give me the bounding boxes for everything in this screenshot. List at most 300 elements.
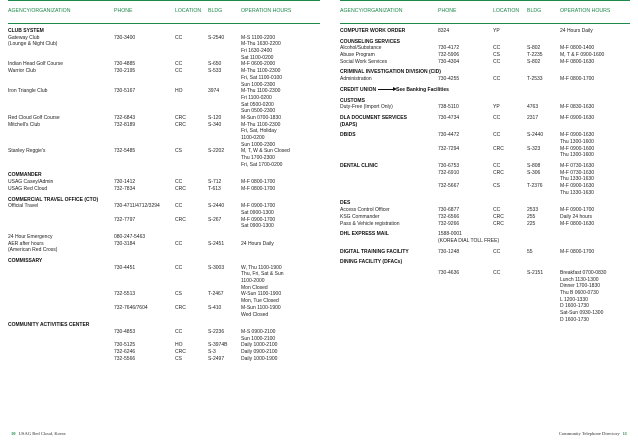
operation-hours: Sat 0500-0200 xyxy=(241,101,274,108)
operation-hours: Thu 1330-1630 xyxy=(560,189,594,196)
location-code: CC xyxy=(175,68,183,75)
building-number: T-2235 xyxy=(527,52,543,59)
operation-hours: M-F 0800-1700 xyxy=(560,248,595,255)
directory-row xyxy=(8,55,320,62)
directory-row xyxy=(340,310,630,317)
cross-reference: See Banking Facilities xyxy=(396,86,449,93)
entry-name: DHL EXPRESS MAIL xyxy=(340,231,389,238)
operation-hours: M-S 1100-2200 xyxy=(241,34,276,41)
entry-name: COMMANDER xyxy=(8,172,42,179)
operation-hours: 1100-0200 xyxy=(241,135,265,141)
entry-name: DLA DOCUMENT SERVICES xyxy=(340,114,407,121)
location-code: CC xyxy=(493,58,501,65)
operation-hours: M-F 0900-1630 xyxy=(560,183,595,190)
directory-row xyxy=(8,128,320,135)
entry-name: USAG Casey/Admin xyxy=(8,179,54,186)
building-number: S-712 xyxy=(208,179,222,186)
entry-name: Gateway Club xyxy=(8,34,40,41)
phone-number: 730-1412 xyxy=(114,179,136,186)
entry-name: CRIMINAL INVESTIGATION DIVISION (CID) xyxy=(340,69,441,76)
directory-row xyxy=(8,356,320,363)
location-code: CC xyxy=(493,114,501,121)
phone-number: 732-5513 xyxy=(114,291,136,298)
operation-hours: Sun 1000-2300 xyxy=(241,81,276,88)
operation-hours: M-F 0900-1700 xyxy=(241,203,276,210)
building-number: 2533 xyxy=(527,207,539,214)
operation-hours: Thu 1300-1600 xyxy=(560,138,594,145)
operation-hours: M-F 0800-1700 xyxy=(560,76,595,83)
directory-row xyxy=(8,179,320,186)
building-number: S-2540 xyxy=(208,34,225,41)
directory-row xyxy=(340,76,630,83)
phone-number: 732-6843 xyxy=(114,114,136,121)
entry-name: 24 Hour Emergency xyxy=(8,233,53,240)
entry-name: DENTAL CLINIC xyxy=(340,163,378,169)
header-location: LOCATION xyxy=(493,8,520,14)
operation-hours: M-F 0800-1630 xyxy=(560,58,595,65)
operation-hours: Fri, Sat, Holiday xyxy=(241,128,277,135)
footer-left xyxy=(8,431,66,436)
directory-row xyxy=(8,265,320,272)
location-code: CRC xyxy=(493,213,504,220)
directory-row xyxy=(8,247,320,254)
directory-row xyxy=(340,146,630,153)
location-code: CS xyxy=(493,183,500,190)
phone-number: 732-5906 xyxy=(438,52,460,59)
location-code: CC xyxy=(493,207,501,214)
operation-hours: Sat 1100-0200 xyxy=(241,54,274,61)
building-number: S-2151 xyxy=(527,269,544,276)
section-name xyxy=(340,87,449,94)
entry-name: (American Red Cross) xyxy=(8,247,58,254)
operation-hours: Sun 1000-2100 xyxy=(241,335,276,342)
directory-row xyxy=(8,312,320,319)
right-directory-rows xyxy=(340,28,630,323)
building-number: S-120 xyxy=(208,114,222,121)
location-code: CRC xyxy=(175,216,186,223)
entry-name: COMPUTER WORK ORDER xyxy=(340,28,406,34)
location-code: CC xyxy=(175,203,183,210)
operation-hours: Fri, Sat 1700-0200 xyxy=(241,161,283,168)
location-code: CRC xyxy=(493,220,504,227)
directory-row xyxy=(340,214,630,221)
phone-number: 1588-0001 xyxy=(438,231,462,238)
directory-row xyxy=(8,285,320,292)
directory-row xyxy=(8,210,320,217)
header-phone: PHONE xyxy=(438,8,457,14)
operation-hours: Fri 1100-0200 xyxy=(241,94,272,101)
entry-name: Red Cloud Golf Course xyxy=(8,114,60,121)
location-code: CRC xyxy=(175,185,186,192)
directory-row xyxy=(8,115,320,122)
directory-row xyxy=(340,303,630,310)
header-org: AGENCY/ORGANIZATION xyxy=(8,8,71,14)
building-number: 55 xyxy=(527,248,533,255)
header-location: LOCATION xyxy=(175,8,202,14)
operation-hours: Daily 1000-2100 xyxy=(241,342,278,349)
operation-hours: M-F 0900-1600 xyxy=(560,145,595,152)
entry-name: (Lounge & Night Club) xyxy=(8,41,58,48)
building-number: S-267 xyxy=(208,216,222,223)
header-bldg: BLDG xyxy=(208,8,223,14)
operation-hours: Fri 1630-2400 xyxy=(241,48,273,55)
entry-name: Official Travel xyxy=(8,203,39,210)
phone-number: 732-7646/7604 xyxy=(114,304,148,311)
phone-number: 730-5167 xyxy=(114,88,136,95)
location-code: CC xyxy=(175,61,183,68)
operation-hours: Breakfast 0700-0830 xyxy=(560,269,607,276)
operation-hours: L 1200-1330 xyxy=(560,296,588,303)
phone-number: 730-4885 xyxy=(114,61,136,68)
section-row xyxy=(340,200,630,207)
entry-name: Access Control Officer xyxy=(340,207,390,214)
page-number-left: 10 xyxy=(11,431,16,436)
phone-number: 732-6246 xyxy=(114,348,136,355)
phone-number: 730-4304 xyxy=(438,58,460,65)
directory-row xyxy=(340,283,630,290)
directory-row xyxy=(340,221,630,228)
entry-name: Indian Head Golf Course xyxy=(8,61,64,68)
building-number: S-802 xyxy=(527,58,541,65)
building-number: S-802 xyxy=(527,45,541,52)
right-table-header xyxy=(340,0,630,24)
operation-hours: M-Thu 1100-2300 xyxy=(241,121,281,128)
entry-name: Duty-Free (Import Only) xyxy=(340,104,393,111)
directory-row xyxy=(8,142,320,149)
section-row xyxy=(340,163,630,170)
building-number: T-2533 xyxy=(527,76,543,83)
operation-hours: Sat 0900-1300 xyxy=(241,223,274,230)
directory-row xyxy=(340,207,630,214)
entry-name: AER after hours xyxy=(8,240,44,247)
operation-hours: Sat 0900-1300 xyxy=(241,209,274,216)
phone-number: 730-4636 xyxy=(438,269,460,276)
operation-hours: M, T, W & Sun Closed xyxy=(241,148,290,155)
location-code: CRC xyxy=(493,145,504,152)
operation-hours: Thu, Fri, Sat & Sun xyxy=(241,271,284,278)
phone-number: 730-4472 xyxy=(438,132,460,139)
operation-hours: Daily 1000-1900 xyxy=(241,355,278,362)
operation-hours: M-F 0800-1700 xyxy=(241,185,276,192)
directory-row xyxy=(8,336,320,343)
operation-hours: M-F 0830-1630 xyxy=(560,104,595,111)
operation-hours: Daily 0900-2100 xyxy=(241,348,278,355)
operation-hours: M-F 0900-1630 xyxy=(560,132,595,139)
operation-hours: 1100-2000 xyxy=(241,278,265,285)
building-number: S-533 xyxy=(208,68,222,75)
directory-row xyxy=(8,241,320,248)
directory-row xyxy=(8,155,320,162)
operation-hours: M, T & F 0900-1600 xyxy=(560,52,605,59)
section-row xyxy=(8,28,320,35)
operation-hours: M-Sun 1100-1900 xyxy=(241,304,281,311)
directory-row xyxy=(340,152,630,159)
location-code: CC xyxy=(175,240,183,247)
location-code: CC xyxy=(175,328,183,335)
location-code: CC xyxy=(493,45,501,52)
operation-hours: M-F 0900-1700 xyxy=(241,216,276,223)
directory-row xyxy=(340,297,630,304)
operation-hours: M-F 0600-2000 xyxy=(241,61,276,68)
section-row xyxy=(340,28,630,35)
entry-name: Warrior Club xyxy=(8,68,36,75)
operation-hours: D 1600-1730 xyxy=(560,316,589,323)
operation-hours: M-F 0800-1630 xyxy=(560,220,595,227)
section-row xyxy=(340,98,630,105)
operation-hours: M-F 0800-1700 xyxy=(241,179,276,186)
section-row xyxy=(340,87,630,94)
building-number: 255 xyxy=(527,213,536,220)
operation-hours: Sun 0500-2300 xyxy=(241,108,276,115)
directory-row xyxy=(340,59,630,66)
directory-row xyxy=(8,102,320,109)
building-number: S-323 xyxy=(527,145,541,152)
entry-name: Stanley Reggie's xyxy=(8,148,46,155)
phone-number: 732-7294 xyxy=(438,145,460,152)
directory-row xyxy=(8,291,320,298)
entry-name: KSG Commander xyxy=(340,213,380,220)
location-code: YP xyxy=(493,28,500,34)
operation-hours: M-Sun 0700-1830 xyxy=(241,114,282,121)
phone-number: 730-4734 xyxy=(438,114,460,121)
section-row xyxy=(340,259,630,266)
operation-hours: Mon Closed xyxy=(241,284,268,291)
entry-name: CUSTOMS xyxy=(340,97,365,104)
building-number: T-613 xyxy=(208,185,221,192)
left-directory-rows xyxy=(8,28,320,362)
directory-row xyxy=(340,317,630,324)
operation-hours: Thu 1330-1630 xyxy=(560,176,594,183)
operation-hours: M-F 0730-1630 xyxy=(560,163,595,169)
entry-name: Administration xyxy=(340,76,372,83)
building-number: S-2440 xyxy=(527,132,544,139)
location-code: YP xyxy=(493,104,500,111)
operation-hours: W-Sun 1100-1900 xyxy=(241,291,282,298)
location-code: HO xyxy=(175,342,183,349)
phone-number: (KOREA DIAL TOLL FREE) xyxy=(438,237,500,244)
directory-row xyxy=(340,290,630,297)
entry-name: Social Work Services xyxy=(340,58,388,65)
operation-hours: Sun 1000-2300 xyxy=(241,141,276,148)
operation-hours: Thu B 0600-0730 xyxy=(560,290,599,296)
directory-row xyxy=(8,271,320,278)
location-code: CC xyxy=(493,269,501,276)
phone-number: 732-6566 xyxy=(438,213,460,220)
directory-row xyxy=(8,162,320,169)
directory-row xyxy=(8,148,320,155)
phone-number: 730-4172 xyxy=(438,45,460,52)
location-code: CRC xyxy=(175,348,186,355)
location-code: CS xyxy=(175,148,182,155)
building-number: S-2202 xyxy=(208,148,225,155)
phone-number: 730-4853 xyxy=(114,328,136,335)
section-row xyxy=(8,322,320,329)
building-number: S-306 xyxy=(527,169,541,176)
directory-row xyxy=(8,278,320,285)
building-number: S-3974B xyxy=(208,342,228,349)
entry-name: Iron Triangle Club xyxy=(8,88,48,95)
directory-row xyxy=(8,342,320,349)
section-row xyxy=(8,258,320,265)
directory-row xyxy=(340,270,630,277)
phone-number: 732-6910 xyxy=(438,169,460,176)
directory-row xyxy=(8,41,320,48)
building-number: 2317 xyxy=(527,114,539,121)
page-number-right: 11 xyxy=(622,431,627,436)
entry-name: Mitchell's Club xyxy=(8,121,41,128)
header-phone: PHONE xyxy=(114,8,133,14)
directory-row xyxy=(8,61,320,68)
header-org: AGENCY/ORGANIZATION xyxy=(340,8,403,14)
building-number: S-410 xyxy=(208,304,222,311)
arrow-right-icon xyxy=(378,89,394,90)
entry-name: DBIDS xyxy=(340,132,356,139)
operation-hours: M-S 0900-2100 xyxy=(241,328,276,335)
building-number: S-3003 xyxy=(208,264,225,271)
operation-hours: Mon, Tue Closed xyxy=(241,298,279,305)
entry-name: COMMUNITY ACTIVITIES CENTER xyxy=(8,322,90,329)
operation-hours: 24 Hours Daily xyxy=(560,28,593,34)
directory-row xyxy=(8,82,320,89)
location-code: HO xyxy=(175,88,183,95)
phone-number: 732-8189 xyxy=(114,121,136,128)
directory-row xyxy=(8,68,320,75)
section-row xyxy=(8,197,320,204)
location-code: CS xyxy=(493,52,500,59)
footer-right xyxy=(559,431,630,436)
phone-number: 730-6877 xyxy=(438,207,460,214)
phone-number: 732-5566 xyxy=(114,355,136,362)
directory-row xyxy=(8,88,320,95)
building-number: 3974 xyxy=(208,88,220,95)
phone-number: 730-1248 xyxy=(438,248,460,255)
phone-number: 730-2195 xyxy=(114,68,136,75)
entry-name: CREDIT UNION xyxy=(340,86,377,93)
operation-hours: Daily 24 hours xyxy=(560,213,592,220)
operation-hours: M-F 0800-1400 xyxy=(560,45,595,52)
location-code: CS xyxy=(175,355,182,362)
directory-row xyxy=(8,122,320,129)
directory-row xyxy=(8,75,320,82)
entry-name: DES xyxy=(340,200,351,207)
directory-row xyxy=(340,238,630,245)
directory-row xyxy=(340,104,630,111)
section-row xyxy=(340,69,630,76)
section-row xyxy=(340,122,630,129)
directory-row xyxy=(8,329,320,336)
phone-number: 080-247-5463 xyxy=(114,233,146,240)
entry-name: COMMISSARY xyxy=(8,258,43,264)
directory-row xyxy=(340,52,630,59)
directory-row xyxy=(8,35,320,42)
directory-row xyxy=(8,305,320,312)
phone-number: 732-5667 xyxy=(438,183,460,190)
phone-number: 730-6753 xyxy=(438,163,460,169)
phone-number: 732-7834 xyxy=(114,185,136,192)
location-code: CC xyxy=(493,163,501,169)
section-row xyxy=(340,39,630,46)
phone-number: 738-5110 xyxy=(438,104,459,111)
location-code: CRC xyxy=(175,304,186,311)
directory-row xyxy=(340,176,630,183)
building-number: S-2440 xyxy=(208,203,225,210)
section-row xyxy=(340,231,630,238)
entry-name: Abuse Program xyxy=(340,52,375,59)
header-hours: OPERATION HOURS xyxy=(560,8,611,14)
operation-hours: Wed Closed xyxy=(241,311,269,318)
directory-row xyxy=(8,349,320,356)
building-number: S-2451 xyxy=(208,240,225,247)
directory-row xyxy=(8,186,320,193)
section-row xyxy=(340,132,630,139)
location-code: CS xyxy=(175,291,182,298)
location-code: CRC xyxy=(175,121,186,128)
entry-name: USAG Red Cloud xyxy=(8,185,48,192)
section-row xyxy=(340,115,630,122)
directory-row xyxy=(340,170,630,177)
operation-hours: M-Thu 1630-2200 xyxy=(241,41,281,48)
building-number: T-2376 xyxy=(527,183,543,190)
building-number: T-2467 xyxy=(208,291,224,298)
operation-hours: M-F 0730-1630 xyxy=(560,169,595,176)
building-number: S-2236 xyxy=(208,328,225,335)
location-code: CRC xyxy=(493,169,504,176)
entry-name: COUNSELING SERVICES xyxy=(340,38,400,45)
phone-number: 732-9266 xyxy=(438,220,460,227)
directory-row xyxy=(340,139,630,146)
directory-row xyxy=(8,223,320,230)
directory-row xyxy=(8,234,320,241)
directory-row xyxy=(8,135,320,142)
directory-row xyxy=(340,45,630,52)
entry-name: Alcohol/Substance xyxy=(340,45,382,52)
operation-hours: M-F 0900-1700 xyxy=(560,207,595,214)
directory-row xyxy=(340,190,630,197)
section-row xyxy=(8,172,320,179)
footer-left-text: USAG Red Cloud, Korea xyxy=(18,431,66,436)
building-number: S-3 xyxy=(208,348,216,355)
operation-hours: D 1600-1730 xyxy=(560,303,589,310)
phone-number: 730-3400 xyxy=(114,34,136,41)
phone-number: 730-4711/4712/3294 xyxy=(114,203,160,210)
location-code: CC xyxy=(493,248,501,255)
footer-right-text: Community Telephone Directory xyxy=(558,431,620,436)
entry-name: COMMERCIAL TRAVEL OFFICE (CTO) xyxy=(8,196,99,203)
directory-row xyxy=(8,298,320,305)
location-code: CC xyxy=(175,179,183,186)
directory-row xyxy=(8,108,320,115)
phone-number: 732-5485 xyxy=(114,148,136,155)
directory-row xyxy=(8,48,320,55)
entry-name: Pass & Vehicle registration xyxy=(340,220,400,227)
phone-number: 730-4451 xyxy=(114,264,136,271)
phone-number: 732-7797 xyxy=(114,216,136,223)
directory-row xyxy=(8,95,320,102)
operation-hours: Sat-Sun 0930-1300 xyxy=(560,310,604,317)
operation-hours: M-Thu 1100-2300 xyxy=(241,88,281,95)
directory-row xyxy=(340,277,630,284)
entry-name: CLUB SYSTEM xyxy=(8,28,44,34)
phone-number: 730-3184 xyxy=(114,240,136,247)
header-bldg: BLDG xyxy=(527,8,542,14)
building-number: S-2497 xyxy=(208,355,225,362)
phone-number: 8324 xyxy=(438,28,450,34)
building-number: 225 xyxy=(527,220,536,227)
building-number: S-808 xyxy=(527,163,541,169)
operation-hours: Fri, Sat 1100-0100 xyxy=(241,74,283,81)
location-code: CC xyxy=(175,264,183,271)
entry-name: DINING FACILITY (DFACs) xyxy=(340,259,403,266)
